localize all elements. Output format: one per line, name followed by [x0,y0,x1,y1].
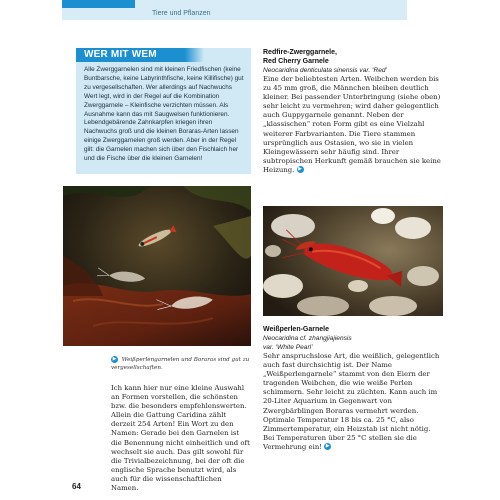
info-box-title [76,48,204,62]
photo-red-cherry-shrimp-image [263,206,443,316]
section2-title: Weißperlen-Garnele [263,326,330,333]
section-white-pearl [263,325,443,452]
info-box-text [84,66,246,164]
page-number: 64 [72,482,81,491]
info-box-title-text: WER MIT WEM [84,49,157,60]
continue-arrow-icon: ▶ [298,166,303,173]
photo-caption [111,356,251,372]
photo-shrimp-and-fish [63,186,251,346]
caption-arrow-icon: ▶ [112,356,117,362]
intro-paragraph: Ich kann hier nur eine kleine Auswahl an Formen vorstellen, die schönsten bzw. die besonders empfehlenswerten. Allein die Gattung Caridina zählt derzeit 254 Arten! Ein Wort zu den Namen: Gerade bei den Garnelen ist die Benennung nicht einheitlich und oft wechselt sie auch. Das gilt sowohl für die Trivialbezeichnung, bei der oft die englische Sprache benutzt wird, als auch für die wissenschaftlichen Namen. [111,384,250,493]
intro-column [111,384,251,493]
header-tab-accent [62,0,135,8]
section-redfire [263,48,443,175]
section-title-line1: Redfire-Zwerggarnele, [263,49,337,56]
section-body [263,75,443,175]
section2-body-text: Sehr anspruchslose Art, die weißlich, gelegentlich auch fast durchsichtig ist. Der Name „Weißperlengarnele“ stammt von den Eiern der tragenden Weibchen, die wie weiße Perlen schimmern. Sehr leicht zu züchten. Kann auch im 20-Liter Aquarium in Gegenwart von Zwergbärblingen Boraras vermehrt werden. Optimale Temperatur 18 bis ca. 25 °C, also Zimmertemperatur, ein Heizstab ist nicht nötig. Bei Temperaturen über 25 °C stellen sie die Vermehrung ein! [263,352,440,451]
info-box-paragraph: Alle Zwerggarnelen sind mit kleinen Friedfischen (keine Buntbarsche, keine Labyrinthfische, keine Killifische) gut zu vergesellschaften. Wer allerdings auf Nachwuchs Wert legt, wird in der Regel auf die Kombination Zwerggarnele – Kleinfische verzichten müssen. Als Ausnahme kann das mit Saugwelsen funktionieren. Lebendgebärende Zahnkarpfen kriegen ihren Nachwuchs groß und die kleinen Boraras-Arten lassen einige Zwerggarnelen groß werden. Aber in der Regel gilt: die Garnelen machen sich über den Fischlaich her und die Fische über die kleinen Garnelen! [84,66,244,163]
photo-red-cherry-shrimp [263,206,443,316]
section2-scientific-line1: Neocaridina cf. zhangjiajiensis [263,335,352,342]
chapter-label: Tiere und Pflanzen [152,10,211,17]
section2-body [263,352,443,452]
continue-arrow-icon: ▶ [325,443,330,450]
section2-scientific-line2: var. ‘White Pearl’ [263,344,313,351]
section-title-line2: Red Cherry Garnele [263,58,329,65]
section-body-text: Eine der beliebtesten Arten. Weibchen werden bis zu 45 mm groß, die Männchen bleiben deutlich kleiner. Bei passender Unterbringung (siehe oben) sehr leicht zu vermehren; wird daher gelegentlich auch Guppygarnele genannt. Neben der „klassischen“ roten Form gibt es eine Vielzahl weiterer Farbvarianten. Die Tiere stammen ursprünglich aus Ostasien, wo sie in vielen Kleingewässern sehr häufig sind. Ihrer subtropischen Herkunft gemäß brauchen sie keine Heizung. [263,75,441,174]
photo-shrimp-and-fish-image [63,186,251,346]
photo-caption-text: Weißperlengarnelen und Boraras sind gut zu vergesellschaften. [111,357,250,371]
scientific-name: Neocaridina denticulata sinensis var. ‘Red’ [263,67,388,74]
info-box [76,48,251,174]
